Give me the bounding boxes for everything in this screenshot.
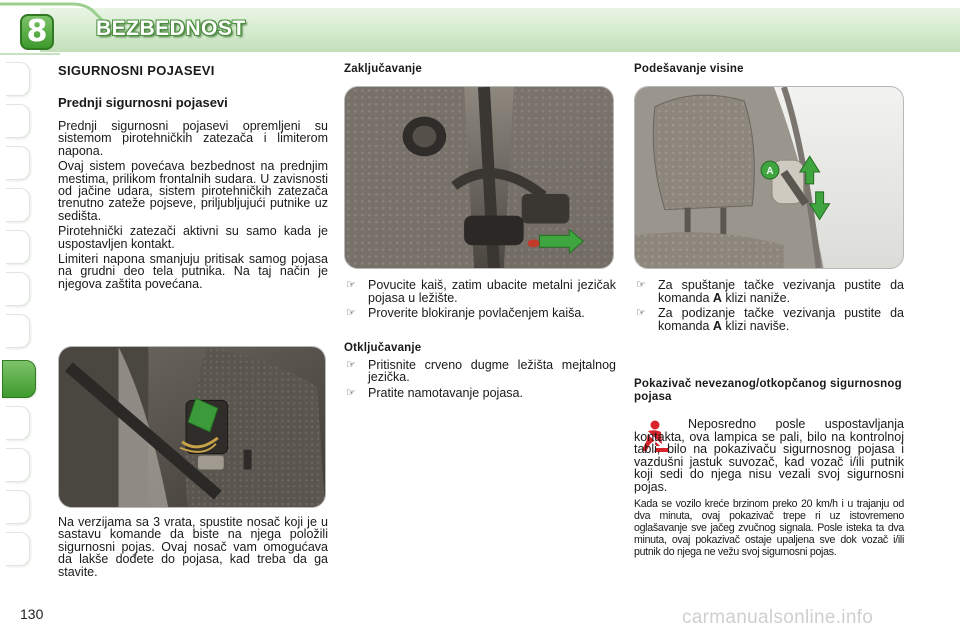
photo-front-seatbelt-holder (58, 346, 326, 508)
chapter-tab[interactable] (6, 490, 30, 524)
photo-height-adjustment (634, 86, 904, 269)
unlocking-title: Otključavanje (344, 341, 422, 354)
paragraph-small: Kada se vozilo kreće brzinom preko 20 km/h i u trajanju od dva minuta, ovaj pokazivač trepe ri uz istovremeno oglašavanje sve jačeg zvučnog signala. Posle isteka ta dva minuta, ovaj pokazivač ostaje upaljena sve dok vozač i/ili putnik do njega ne vežu svoj sigurnosni pojas. (634, 497, 904, 558)
chapter-tab[interactable] (6, 104, 30, 138)
bullet-text: Za podizanje tačke vezivanja pustite da komanda A klizi naviše. (658, 306, 904, 333)
left-column (58, 63, 328, 293)
bullet-item (344, 279, 616, 304)
locking-title: Zaključavanje (344, 63, 423, 75)
watermark: carmanualsonline.info (682, 607, 874, 628)
bullet-item (344, 307, 616, 320)
buckle-illustration (345, 87, 613, 268)
chapter-number-badge: 8 (20, 14, 54, 50)
paragraph: Na verzijama sa 3 vrata, spustite nosač koji je u sastavu komande da biste na njega položili sigurnosni pojas. Ovaj nosač vam omogućava da lakše dođete do pojasa, kad treba da ga stavite. (58, 515, 328, 579)
pointing-hand-icon: ☞ (346, 386, 356, 399)
left-bottom-text (58, 516, 328, 581)
bullet-item (634, 307, 904, 332)
page-title: BEZBEDNOST (96, 17, 246, 40)
chapter-tab[interactable] (6, 272, 30, 306)
seat-illustration (59, 347, 325, 507)
pointing-hand-icon: ☞ (346, 307, 356, 320)
middle-column-top (344, 63, 616, 75)
chapter-tab[interactable] (6, 62, 30, 96)
chapter-tab[interactable] (6, 188, 30, 222)
bullet-text: Za spuštanje tačke vezivanja pustite da komanda A klizi naniže. (658, 278, 904, 305)
bullet-text: Proverite blokiranje povlačenjem kaiša. (368, 306, 585, 321)
bullet-item (344, 359, 616, 384)
height-adjustment-title: Podešavanje visine (634, 63, 744, 75)
bullet-text: Pratite namotavanje pojasa. (368, 385, 523, 400)
photo-marker-a: A (766, 166, 774, 178)
chapter-tab[interactable] (6, 448, 30, 482)
bullet-item (344, 387, 616, 400)
indicator-title: Pokazivač nevezanog/otkopčanog sigurnosnog pojasa (634, 378, 902, 403)
bullet-item (634, 279, 904, 304)
paragraph: Limiteri napona smanjuju pritisak samog pojasa na grudni deo tela putnika. Na taj način je njegova zaštita povećana. (58, 252, 328, 291)
paragraph: Prednji sigurnosni pojasevi opremljeni su sistemom pirotehničkih zatezača i limiterom napona. (58, 119, 328, 158)
pointing-hand-icon: ☞ (346, 279, 356, 291)
paragraph: Pirotehnički zatezači aktivni su samo kada je uspostavljen kontakt. (58, 224, 328, 251)
chapter-tab[interactable] (6, 230, 30, 264)
pointing-hand-icon: ☞ (346, 358, 356, 371)
photo-buckle-locking (344, 86, 614, 269)
page-number: 130 (20, 606, 44, 622)
bullet-text: Povucite kaiš, zatim ubacite metalni jezičak pojasa u ležište. (368, 278, 616, 305)
headrest-illustration (635, 87, 903, 268)
locking-instructions (344, 279, 616, 403)
page-header (0, 0, 960, 58)
pointing-hand-icon: ☞ (636, 307, 646, 320)
paragraph: Neposredno posle uspostavljanja kontakta, ova lampica se pali, bilo na kontrolnoj tabli, bilo na pokazivaču sigurnosnog pojasa i vazdušni jastuk suvozač, kad vozač i/ili putnik koji sedi do njega nisu vezali svoj sigurnosni pojas. (634, 417, 904, 494)
paragraph: Ovaj sistem povećava bezbednost na prednjim mestima, prilikom frontalnih sudara. U zavisnosti od jačine udara, sistem pirotehničkih zatezača trenutno zateže pojseve, priljubljujući putnike uz sedišta. (58, 159, 328, 223)
bullet-text: Pritisnite crveno dugme ležišta mejtalnog jezička. (368, 357, 616, 385)
right-column-top (634, 63, 906, 75)
chapter-tab[interactable] (6, 406, 30, 440)
chapter-tab-active[interactable] (2, 360, 36, 398)
height-instructions (634, 279, 904, 335)
subsection-title: Prednji sigurnosni pojasevi (58, 95, 228, 110)
chapter-tab[interactable] (6, 314, 30, 348)
indicator-section (634, 378, 904, 404)
indicator-text (634, 418, 904, 558)
chapter-tab[interactable] (6, 532, 30, 566)
chapter-tabs (0, 62, 34, 582)
section-title: SIGURNOSNI POJASEVI (58, 63, 215, 78)
pointing-hand-icon: ☞ (636, 279, 646, 291)
chapter-tab[interactable] (6, 146, 30, 180)
